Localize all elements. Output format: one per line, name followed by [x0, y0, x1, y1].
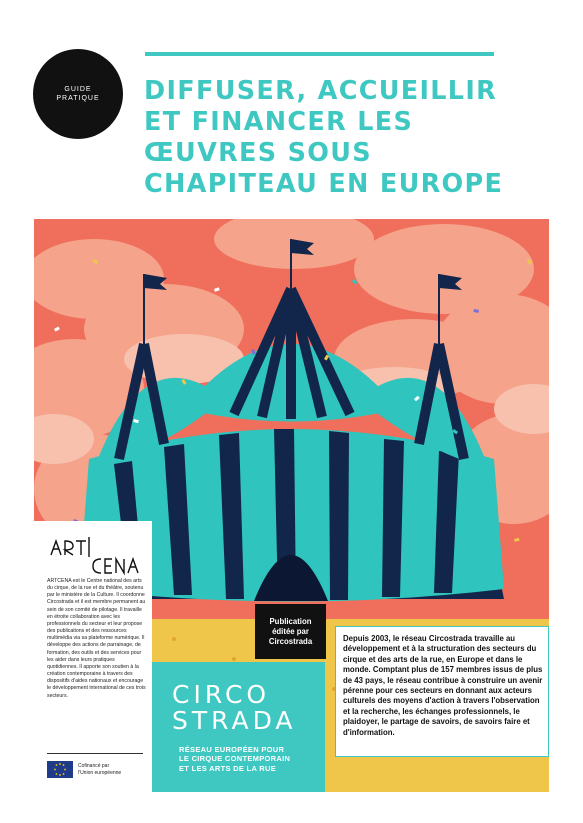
title-line-3: ŒUVRES SOUS	[144, 138, 372, 168]
circostrada-logo	[172, 682, 297, 734]
guide-badge	[33, 49, 123, 139]
circostrada-box	[152, 662, 325, 792]
badge-line-2: PRATIQUE	[56, 95, 100, 102]
title-line-2: ET FINANCER LES	[144, 107, 414, 137]
eu-text-line-2: l'Union européenne	[78, 769, 122, 776]
circostrada-description-box	[335, 626, 549, 757]
eu-cofunding	[47, 761, 138, 778]
tagline-line-2: LE CIRQUE CONTEMPORAIN	[179, 754, 291, 764]
publication-line-2: éditée par	[272, 626, 309, 636]
circostrada-description: Depuis 2003, le réseau Circostrada travaille au développement et à la structuration des secteurs du cirque et des arts de la rue, en Europe et dans le monde. Comptant plus de 157 membres issus de plus de 43 pays, le réseau contribue à construire un avenir pérenne pour ces secteurs en donnant aux acteurs culturels des moyens d'action à travers l'observation et la recherche, les échanges professionnels, le plaidoyer, le partage de savoirs, de savoirs faire et d'information.	[343, 634, 543, 737]
title-line-4: CHAPITEAU EN EUROPE	[144, 169, 504, 199]
circostrada-logo-line-2: STRADA	[172, 706, 297, 735]
artcena-panel	[34, 521, 152, 792]
circostrada-logo-line-1: CIRCO	[172, 680, 271, 709]
eu-flag-icon	[47, 761, 73, 778]
badge-line-1: GUIDE	[64, 86, 92, 93]
title-line-1: DIFFUSER, ACCUEILLIR	[144, 76, 498, 106]
artcena-description: ARTCENA est le Centre national des arts du cirque, de la rue et du théâtre, soutenu par le ministère de la Culture. Il coordonne Circostrada et il est membre permanent au sein de son comité de pilotage. Il travaille en étroite collaboration avec les professionnels du secteur et leur propose des publications et des ressources multimédia via sa plateforme numérique. Il développe des actions de parrainage, de formation, des outils et des services pour les aider dans leurs pratiques quotidiennes. Il apporte son soutien à la création contemporaine à travers des dispositifs d'aides nationaux et encourage le développement international de ces trois secteurs.	[47, 578, 146, 699]
eu-divider	[47, 753, 143, 754]
top-rule	[145, 52, 494, 56]
eu-text-line-1: Cofinancé par	[78, 763, 110, 769]
eu-text	[78, 763, 138, 776]
artcena-logo	[49, 535, 139, 575]
publication-line-3: Circostrada	[268, 636, 313, 646]
publication-line-1: Publication	[269, 616, 312, 626]
tagline-line-1: RÉSEAU EUROPÉEN POUR	[179, 745, 285, 754]
publication-box	[255, 604, 326, 659]
circostrada-tagline	[179, 745, 324, 773]
page-title	[144, 76, 524, 200]
tagline-line-3: ET LES ARTS DE LA RUE	[179, 763, 276, 773]
